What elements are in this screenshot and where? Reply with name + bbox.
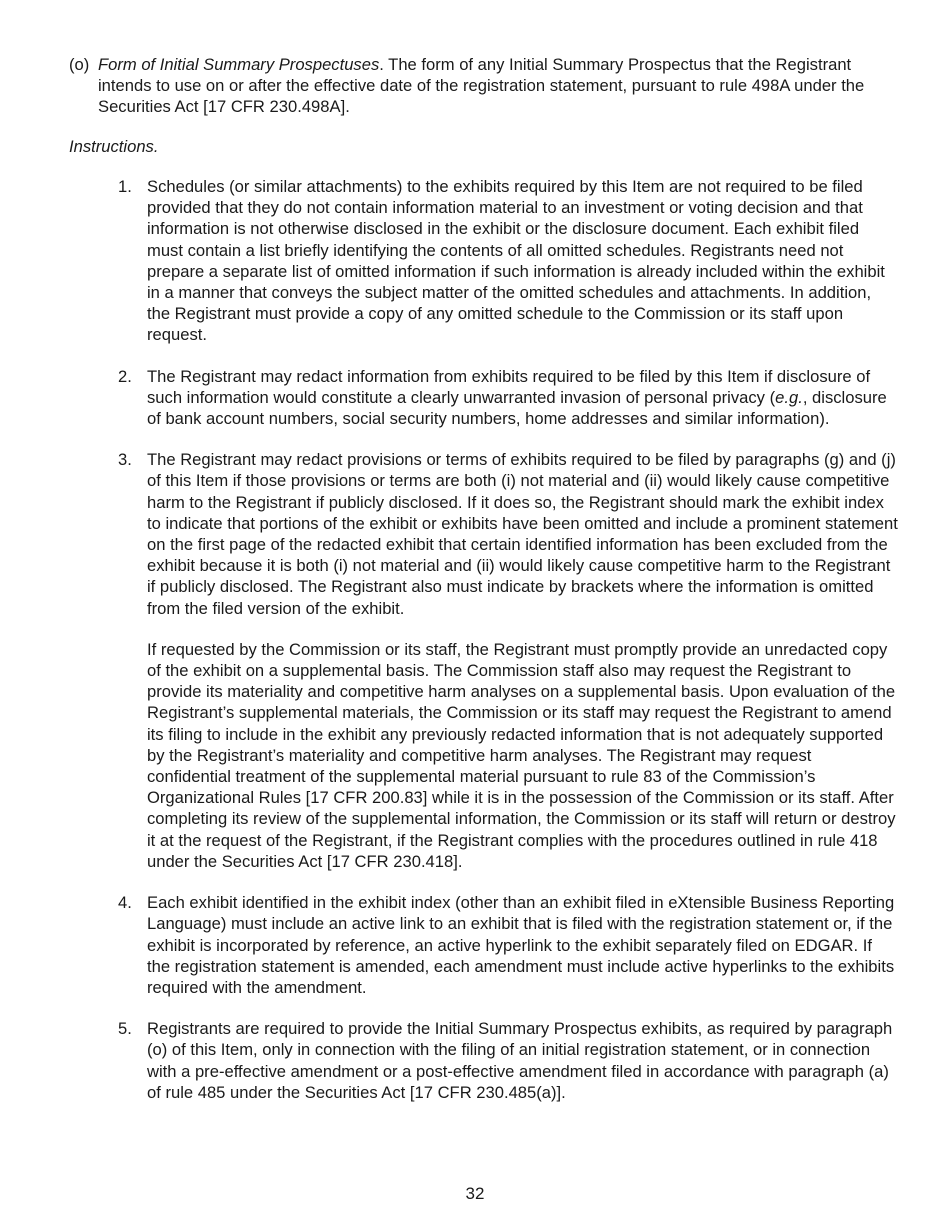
instruction-item-5 — [118, 1018, 898, 1103]
instruction-text: Each exhibit identified in the exhibit index (other than an exhibit filed in eXtensible Business Reporting Language) must include an active link to an exhibit that is filed with the registration statement or, if the exhibit is incorporated by reference, an active hyperlink to the exhibit separately filed on EDGAR. If the registration statement is amended, each amendment must include active hyperlinks to the exhibits required with the amendment. — [147, 893, 895, 997]
page-number: 32 — [465, 1184, 485, 1203]
item-o-body — [98, 54, 899, 118]
instruction-text — [147, 366, 898, 430]
instruction-number: 1. — [118, 177, 132, 196]
item-o-marker: (o) — [69, 55, 90, 74]
instruction-number: 3. — [118, 450, 132, 470]
instruction-text-italic: e.g. — [775, 387, 803, 407]
instruction-item-2 — [118, 366, 898, 430]
instruction-number: 2. — [118, 366, 132, 386]
instruction-item-1 — [118, 176, 898, 346]
instruction-number: 5. — [118, 1019, 132, 1039]
item-o-paragraph — [69, 54, 899, 118]
instruction-item-4 — [118, 892, 898, 998]
item-o-title: Form of Initial Summary Prospectuses — [98, 55, 380, 74]
instruction-text: Registrants are required to provide the Initial Summary Prospectus exhibits, as required by paragraph (o) of this Item, only in connection with the filing of an initial registration statement, or in connection with a pre-effective amendment or a post-effective amendment filed in accordance with paragraph (a) of rule 485 under the Securities Act [17 CFR 230.485(a)]. — [147, 1019, 893, 1102]
instruction-number: 4. — [118, 893, 132, 913]
instructions-heading: Instructions. — [69, 137, 159, 156]
instruction-text-part: The Registrant may redact information from exhibits required to be filed by this Item if disclosure of such information would constitute a clearly unwarranted invasion of personal privacy ( — [147, 366, 871, 407]
instruction-text: The Registrant may redact provisions or terms of exhibits required to be filed by paragraphs (g) and (j) of this Item if those provisions or terms are both (i) not material and (ii) would likely cause competitive harm to the Registrant if publicly disclosed. If it does so, the Registrant should mark the exhibit index to indicate that portions of the exhibit or exhibits have been omitted and include a prominent statement on the first page of the redacted exhibit that certain identified information has been excluded from the exhibit because it is both (i) not material and (ii) would likely cause competitive harm to the Registrant if publicly disclosed. The Registrant also must indicate by brackets where the information is omitted from the filed version of the exhibit. — [147, 450, 898, 618]
instruction-text: Schedules (or similar attachments) to the exhibits required by this Item are not required to be filed provided that they do not contain information material to an investment or voting decision and that information is not otherwise disclosed in the exhibit or the disclosure document. Each exhibit filed must contain a list briefly identifying the contents of all omitted schedules. Registrants need not prepare a separate list of omitted information if such information is already included within the exhibit in a manner that conveys the subject matter of the omitted schedules and attachments. In addition, the Registrant must provide a copy of any omitted schedule to the Commission or its staff upon request. — [147, 177, 885, 345]
instruction-text-part: , disclosure of bank account numbers, social security numbers, home addresses and similar information). — [147, 387, 887, 429]
instructions-list — [118, 176, 898, 1123]
instruction-text-continued: If requested by the Commission or its staff, the Registrant must promptly provide an unredacted copy of the exhibit on a supplemental basis. The Commission staff also may request the Registrant to provide its materiality and competitive harm analyses on a supplemental basis. Upon evaluation of the Registrant’s supplemental materials, the Commission or its staff may request the Registrant to amend its filing to include in the exhibit any previously redacted information that is not adequately supported by the Registrant’s materiality and competitive harm analyses. The Registrant may request confidential treatment of the supplemental material pursuant to rule 83 of the Commission’s Organizational Rules [17 CFR 200.83] while it is in the possession of the Commission or its staff. After completing its review of the supplemental information, the Commission or its staff will return or destroy it at the request of the Registrant, if the Registrant complies with the procedures outlined in rule 418 under the Securities Act [17 CFR 230.418]. — [147, 639, 896, 871]
instruction-item-3 — [118, 449, 898, 872]
item-o-text: . The form of any Initial Summary Prospectus that the Registrant intends to use on or after the effective date of the registration statement, pursuant to rule 498A under the Securities Act [17 CFR 230.498A]. — [98, 55, 865, 117]
